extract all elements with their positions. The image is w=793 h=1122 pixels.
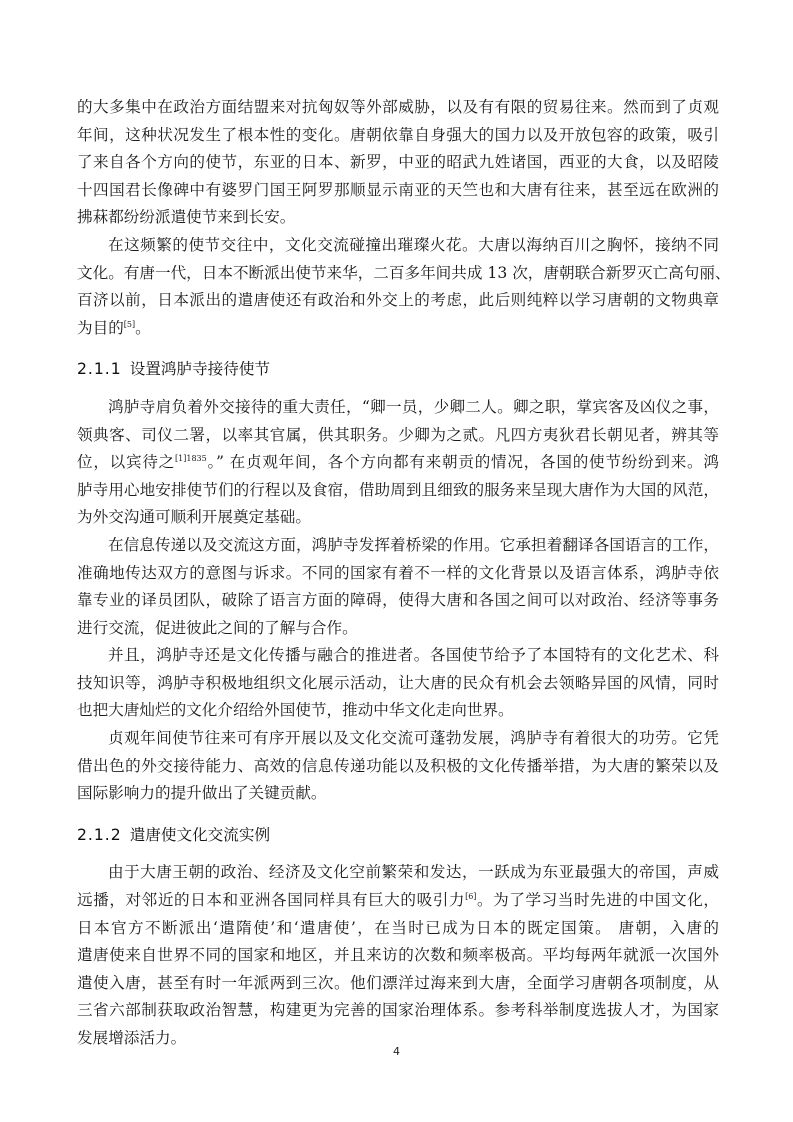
section-title: 设置鸿胪寺接待使节 — [129, 360, 271, 379]
paragraph-intro — [77, 94, 719, 232]
text-line: 十四国君长像碑中有婆罗门国王阿罗那顺显示南亚的天竺也和大唐有往来，甚至远在欧洲的 — [77, 180, 719, 199]
text-line: 为外交沟通可顺利开展奠定基础。 — [77, 508, 311, 527]
text-line: 技知识等，鸿胪寺积极地组织文化展示活动，让大唐的民众有机会去领略异国的风情，同时 — [77, 673, 719, 692]
text-line: 由于大唐王朝的政治、经济及文化空前繁荣和发达，一跃成为东亚最强大的帝国，声威 — [108, 863, 719, 882]
text-line: 的大多集中在政治方面结盟来对抗匈奴等外部威胁，以及有有限的贸易往来。然而到了贞观 — [77, 98, 719, 116]
text-line: 发展增添活力。 — [77, 1029, 187, 1047]
page-number: 4 — [393, 1045, 400, 1058]
text-line: 了来自各个方向的使节，东亚的日本、新罗，中亚的昭武九姓诸国，西亚的大食，以及昭陵 — [77, 153, 719, 172]
text-line: 遣唐使来自世界不同的国家和地区，并且来访的次数和频率极高。平均每两年就派一次国外 — [77, 946, 719, 965]
text-line: 贞观年间使节往来可有序开展以及文化交流可蓬勃发展，鸿胪寺有着很大的功劳。它凭 — [108, 729, 719, 748]
text-line: 进行交流，促进彼此之间的了解与合作。 — [77, 618, 358, 637]
text-line: 鸿胪寺肩负着外交接待的重大责任，“卿一员，少卿二人。卿之职，掌宾客及凶仪之事， — [108, 397, 719, 416]
text-line — [77, 887, 719, 915]
section-heading-2-1-2 — [77, 822, 719, 850]
paragraph-exchange — [77, 232, 731, 342]
text-span: 。 — [135, 318, 151, 337]
text-line — [77, 449, 719, 477]
text-line: 借出色的外交接待能力、高效的信息传递功能以及积极的文化传播举措，为大唐的繁荣以及 — [77, 756, 719, 775]
text-span: 位，以宾待之 — [77, 453, 176, 472]
text-line: 日本官方不断派出‘遣隋使’和‘遣唐使’，在当时已成为日本的既定国策。 唐朝，入唐的 — [77, 918, 719, 937]
section-title: 遣唐使文化交流实例 — [129, 825, 271, 844]
paragraph-information-bridge — [77, 532, 719, 642]
text-line: 遣使入唐，甚至有时一年派两到三次。他们漂洋过海来到大唐，全面学习唐朝各项制度，从 — [77, 973, 719, 992]
text-line: 并且，鸿胪寺还是文化传播与融合的推进者。各国使节给予了本国特有的文化艺术、科 — [108, 646, 719, 665]
text-span: 为目的 — [77, 318, 124, 337]
citation-link[interactable]: [5] — [123, 319, 136, 329]
text-line: 准确地传达双方的意图与诉求。不同的国家有着不一样的文化背景以及语言体系，鸿胪寺依 — [77, 563, 719, 582]
paragraph-cultural-promotion — [77, 642, 719, 725]
text-line: 年间，这种状况发生了根本性的变化。唐朝依靠自身强大的国力以及开放包容的政策，吸引 — [77, 125, 719, 144]
section-number: 2.1.1 — [77, 360, 122, 379]
text-span: 。为了学习当时先进的中国文化， — [476, 891, 719, 910]
text-line: 靠专业的译员团队，破除了语言方面的障碍，使得大唐和各国之间可以对政治、经济等事务 — [77, 591, 719, 610]
citation-link[interactable]: [6] — [465, 892, 477, 902]
paragraph-envoys — [77, 859, 719, 1052]
document-page — [77, 94, 731, 1053]
paragraph-honglusi-duty — [77, 394, 719, 532]
text-line: 在信息传递以及交流这方面，鸿胪寺发挥着桥梁的作用。它承担着翻译各国语言的工作， — [108, 535, 719, 554]
text-span: 。” 在贞观年间，各个方向都有来朝贡的情况，各国的使节纷纷到来。鸿 — [206, 453, 719, 472]
paragraph-contribution — [77, 725, 719, 808]
section-heading-2-1-1 — [77, 356, 719, 384]
text-span: 远播，对邻近的日本和亚洲各国同样具有巨大的吸引力 — [77, 891, 466, 910]
text-line: 拂菻都纷纷派遣使节来到长安。 — [77, 208, 296, 227]
text-line: 国际影响力的提升做出了关键贡献。 — [77, 784, 327, 803]
section-number: 2.1.2 — [77, 825, 122, 844]
text-line: 三省六部制获取政治智慧，构建更为完善的国家治理体系。参考科举制度选拔人才，为国家 — [77, 1001, 719, 1020]
text-line: 也把大唐灿烂的文化介绍给外国使节，推动中华文化走向世界。 — [77, 701, 514, 720]
text-line: 胪寺用心地安排使节们的行程以及食宿，借助周到且细致的服务来呈现大唐作为大国的风范， — [77, 480, 719, 499]
text-line: 文化。有唐一代，日本不断派出使节来华，二百多年间共成 13 次，唐朝联合新罗灭亡高句丽、 — [77, 263, 731, 282]
text-line: 百济以前，日本派出的遣唐使还有政治和外交上的考虑，此后则纯粹以学习唐朝的文物典章 — [77, 291, 719, 310]
text-line: 在这频繁的使节交往中，文化交流碰撞出璀璨火花。大唐以海纳百川之胸怀，接纳不同 — [108, 235, 719, 254]
text-line — [77, 315, 719, 343]
citation-link[interactable]: [1]1835 — [175, 454, 207, 464]
text-line: 领典客、司仪二署，以率其官属，供其职务。少卿为之贰。凡四方夷狄君长朝见者，辨其等 — [77, 425, 719, 444]
